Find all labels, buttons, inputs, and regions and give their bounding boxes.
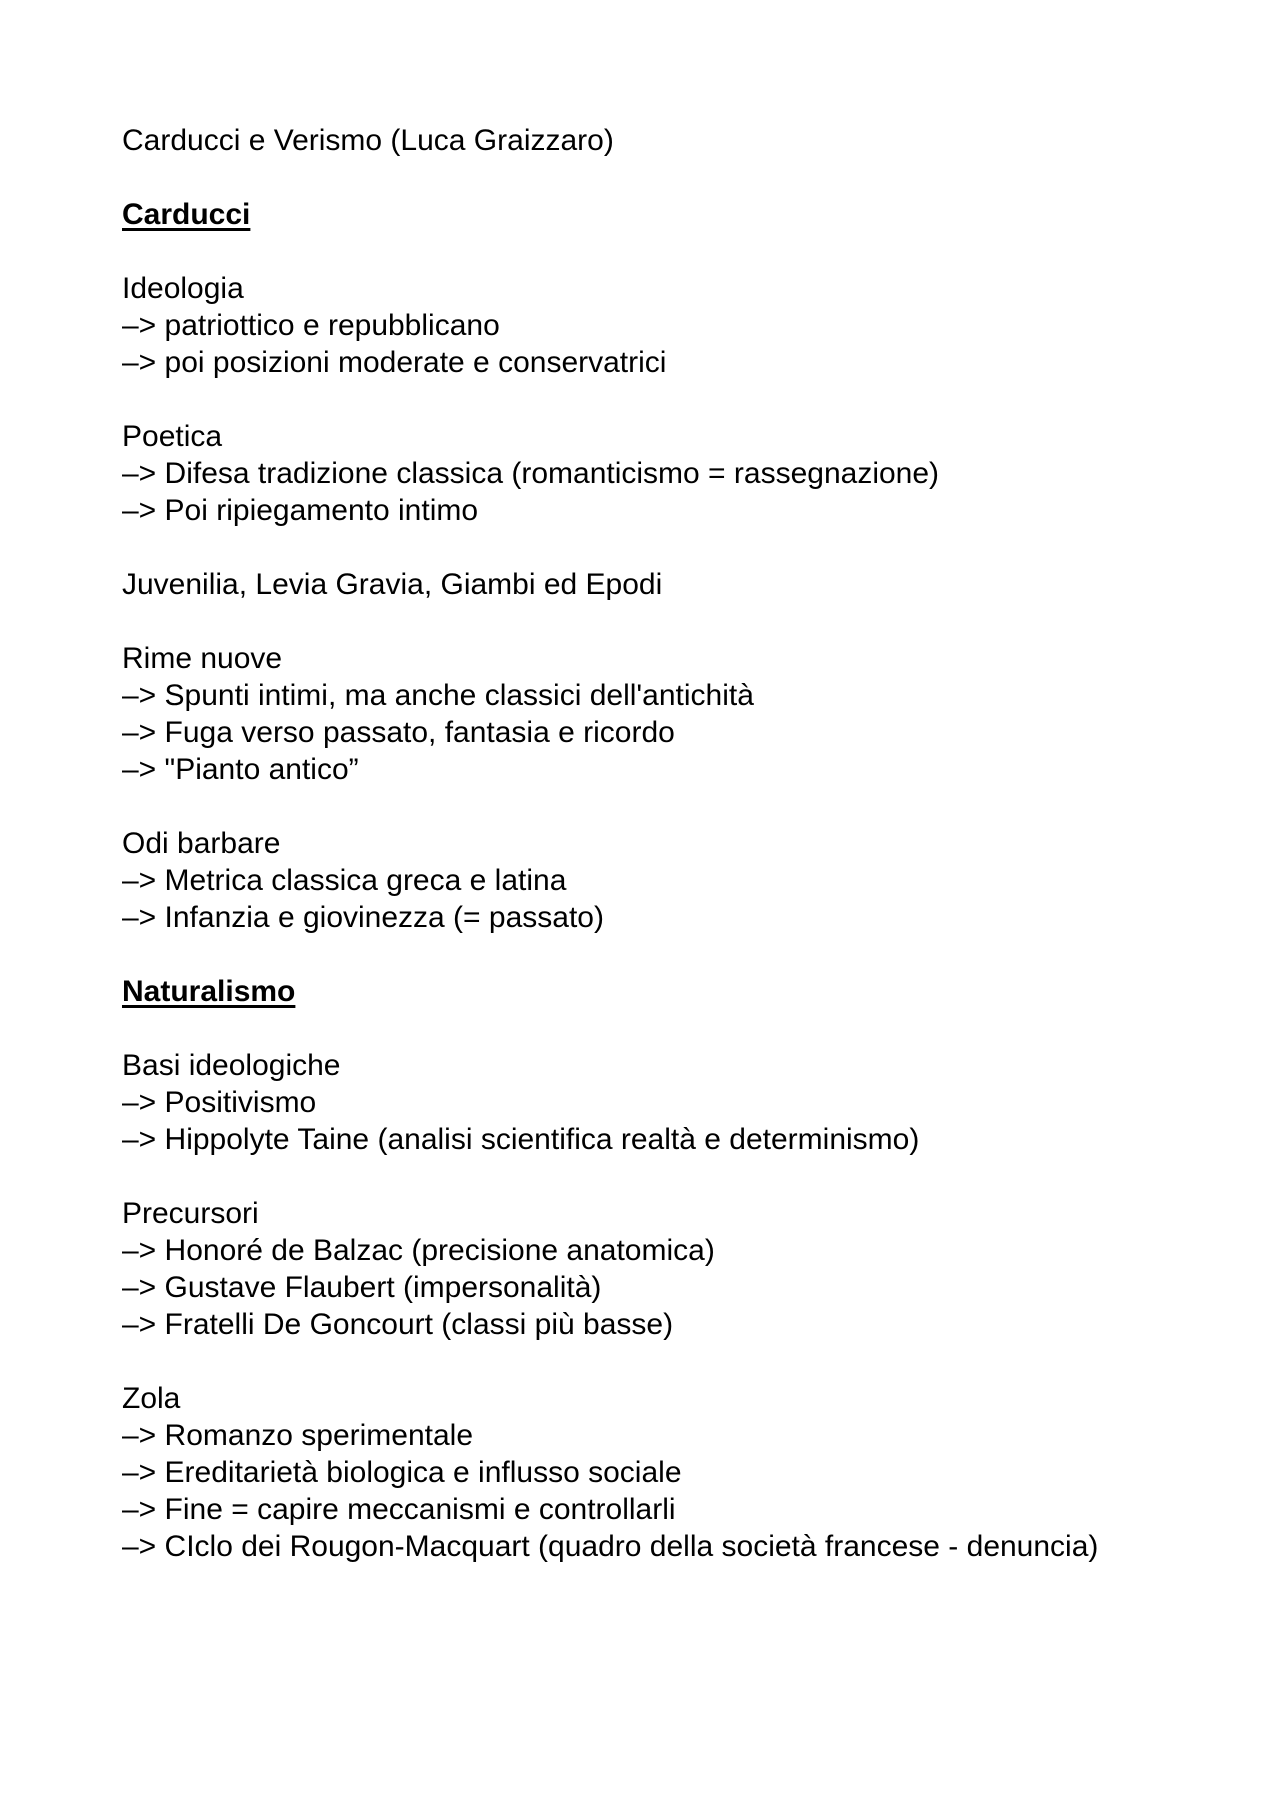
spacer: [122, 529, 1162, 566]
list-item: –> Romanzo sperimentale: [122, 1419, 474, 1452]
list-item: –> "Pianto antico”: [122, 753, 359, 786]
list-item: –> poi posizioni moderate e conservatrici: [122, 346, 667, 379]
list-item: –> Fratelli De Goncourt (classi più basse): [122, 1308, 674, 1341]
list-item: –> Spunti intimi, ma anche classici dell'antichità: [122, 679, 754, 712]
list-item: –> Fuga verso passato, fantasia e ricordo: [122, 716, 675, 749]
spacer: [122, 1343, 1162, 1380]
list-item: –> Difesa tradizione classica (romanticismo = rassegnazione): [122, 457, 940, 490]
spacer: [122, 1010, 1162, 1047]
list-item: –> patriottico e repubblicano: [122, 309, 500, 342]
list-item: –> Fine = capire meccanismi e controllarli: [122, 1493, 676, 1526]
spacer: [122, 1158, 1162, 1195]
list-item: –> Poi ripiegamento intimo: [122, 494, 479, 527]
group-title-ideologia: Ideologia: [122, 272, 244, 305]
group-title-rime-nuove: Rime nuove: [122, 642, 283, 675]
list-item: –> Ereditarietà biologica e influsso sociale: [122, 1456, 682, 1489]
list-item: –> Metrica classica greca e latina: [122, 864, 567, 897]
group-title-precursori: Precursori: [122, 1197, 259, 1230]
spacer: [122, 159, 1162, 196]
spacer: [122, 233, 1162, 270]
list-item: –> Gustave Flaubert (impersonalità): [122, 1271, 602, 1304]
document-page: [122, 122, 1162, 1565]
group-title-poetica: Poetica: [122, 420, 223, 453]
list-item: –> Honoré de Balzac (precisione anatomica): [122, 1234, 715, 1267]
section-heading-carducci: Carducci: [122, 198, 251, 231]
group-title-zola: Zola: [122, 1382, 181, 1415]
list-item: –> Hippolyte Taine (analisi scientifica realtà e determinismo): [122, 1123, 920, 1156]
list-item: –> Positivismo: [122, 1086, 317, 1119]
spacer: [122, 603, 1162, 640]
group-title-juvenilia: Juvenilia, Levia Gravia, Giambi ed Epodi: [122, 568, 663, 601]
list-item: –> Infanzia e giovinezza (= passato): [122, 901, 604, 934]
document-title: Carducci e Verismo (Luca Graizzaro): [122, 124, 614, 157]
spacer: [122, 936, 1162, 973]
spacer: [122, 788, 1162, 825]
list-item: –> CIclo dei Rougon-Macquart (quadro della società francese - denuncia): [122, 1530, 1099, 1563]
group-title-odi-barbare: Odi barbare: [122, 827, 281, 860]
section-heading-naturalismo: Naturalismo: [122, 975, 296, 1008]
group-title-basi-ideologiche: Basi ideologiche: [122, 1049, 341, 1082]
spacer: [122, 381, 1162, 418]
